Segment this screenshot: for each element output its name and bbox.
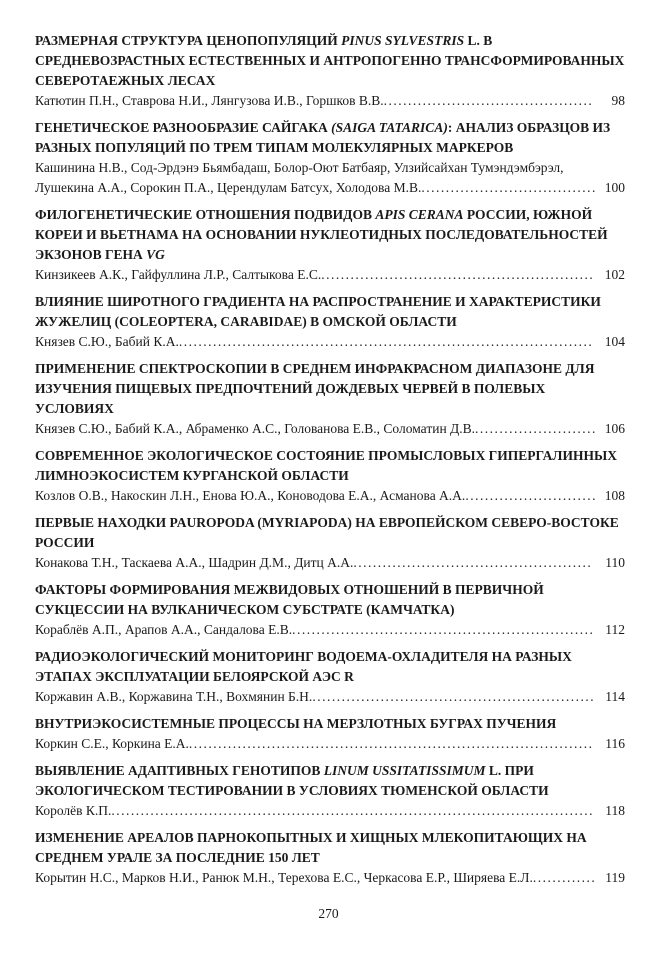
entry-authors-line	[35, 265, 625, 285]
title-latin-name: VG	[146, 247, 165, 262]
entry-authors: Катютин П.Н., Ставрова Н.И., Лянгузова И.В., Горшков В.В.	[35, 93, 384, 108]
entry-authors-line	[35, 553, 625, 573]
dot-leader: .....................................................................................	[178, 334, 594, 349]
toc-entry	[35, 446, 625, 506]
entry-title	[35, 205, 625, 265]
entry-authors: Кашинина Н.В., Сод-Эрдэнэ Бьямбадаш, Болор-Оют Батбаяр, Улзийсайхан Тумэндэмбэрэл, Лушекина А.А., Сорокин П.А., Церендулам Батсух, Холодова М.В.	[35, 160, 564, 195]
title-text-segment: ФАКТОРЫ ФОРМИРОВАНИЯ МЕЖВИДОВЫХ ОТНОШЕНИЙ В ПЕРВИЧНОЙ СУКЦЕССИИ НА ВУЛКАНИЧЕСКОМ СУБСТРАТЕ (КАМЧАТКА)	[35, 582, 544, 617]
dot-leader: .................................................	[353, 555, 593, 570]
entry-authors-line	[35, 419, 625, 439]
title-text-segment: ФИЛОГЕНЕТИЧЕСКИЕ ОТНОШЕНИЯ ПОДВИДОВ	[35, 207, 376, 222]
entry-authors: Конакова Т.Н., Таскаева А.А., Шадрин Д.М., Дитц А.А.	[35, 555, 354, 570]
entry-title	[35, 828, 625, 868]
entry-page-number: 119	[605, 870, 625, 885]
title-text-segment: ГЕНЕТИЧЕСКОЕ РАЗНООБРАЗИЕ САЙГАКА	[35, 120, 332, 135]
entry-authors-line	[35, 868, 625, 888]
entry-authors: Корытин Н.С., Марков Н.И., Ранюк М.Н., Терехова Е.С., Черкасова Е.Р., Ширяева Е.Л.	[35, 870, 533, 885]
toc-entry	[35, 513, 625, 573]
dot-leader: ...................................................................................................	[111, 803, 595, 818]
title-latin-name: LINUM USSITATISSIMUM	[323, 763, 486, 778]
toc-entry	[35, 647, 625, 707]
title-text-segment: ПРИМЕНЕНИЕ СПЕКТРОСКОПИИ В СРЕДНЕМ ИНФРАКРАСНОМ ДИАПАЗОНЕ ДЛЯ ИЗУЧЕНИЯ ПИЩЕВЫХ ПРЕДПОЧТЕНИЙ ДОЖДЕВЫХ ЧЕРВЕЙ В ПОЛЕВЫХ УСЛОВИЯХ	[35, 361, 595, 416]
entry-authors-line	[35, 332, 625, 352]
entry-page-number: 102	[604, 267, 625, 282]
dot-leader: ...........................................	[383, 93, 594, 108]
entry-authors: Кораблёв А.П., Арапов А.А., Сандалова Е.В.	[35, 622, 293, 637]
toc-entry	[35, 118, 625, 198]
entry-title	[35, 714, 625, 734]
entry-page-number: 114	[605, 689, 625, 704]
title-latin-name: (SAIGA TATARICA)	[331, 120, 448, 135]
title-latin-name: APIS CERANA	[375, 207, 464, 222]
entry-page-number: 110	[605, 555, 625, 570]
entry-authors-line	[35, 801, 625, 821]
toc-entry	[35, 761, 625, 821]
entry-page-number: 100	[604, 180, 625, 195]
entry-title	[35, 118, 625, 158]
entry-authors: Козлов О.В., Накоскин Л.Н., Енова Ю.А., Коноводова Е.А., Асманова А.А.	[35, 488, 466, 503]
entry-page-number: 108	[604, 488, 625, 503]
dot-leader: ..............................................................	[292, 622, 595, 637]
entry-title	[35, 446, 625, 486]
dot-leader: ..........................................................	[312, 689, 596, 704]
entry-page-number: 118	[605, 803, 625, 818]
entry-authors: Коркин С.Е., Коркина Е.А.	[35, 736, 189, 751]
entry-authors-line	[35, 91, 625, 111]
entry-authors: Королёв К.П.	[35, 803, 112, 818]
toc-entry	[35, 359, 625, 439]
title-text-segment: ВЫЯВЛЕНИЕ АДАПТИВНЫХ ГЕНОТИПОВ	[35, 763, 324, 778]
entry-title	[35, 359, 625, 419]
title-text-segment: ВНУТРИЭКОСИСТЕМНЫЕ ПРОЦЕССЫ НА МЕРЗЛОТНЫХ БУГРАХ ПУЧЕНИЯ	[35, 716, 557, 731]
title-text-segment: РОССИИ, ЮЖНОЙ КОРЕИ И ВЬЕТНАМА НА ОСНОВАНИИ НУКЛЕОТИДНЫХ ПОСЛЕДОВАТЕЛЬНОСТЕЙ ЭКЗОНОВ ГЕНА	[35, 207, 608, 262]
entry-page-number: 104	[604, 334, 625, 349]
dot-leader: ........................................................	[321, 267, 595, 282]
toc-entry	[35, 31, 625, 111]
entry-title	[35, 292, 625, 332]
entry-authors: Князев С.Ю., Бабий К.А.	[35, 334, 179, 349]
entry-page-number: 106	[604, 421, 625, 436]
title-text-segment: ИЗМЕНЕНИЕ АРЕАЛОВ ПАРНОКОПЫТНЫХ И ХИЩНЫХ МЛЕКОПИТАЮЩИХ НА СРЕДНЕМ УРАЛЕ ЗА ПОСЛЕДНИЕ 150 ЛЕТ	[35, 830, 587, 865]
footer-page-number: 270	[318, 906, 339, 921]
entry-title	[35, 580, 625, 620]
title-latin-name: PINUS SYLVESTRIS	[341, 33, 465, 48]
title-text-segment: ПЕРВЫЕ НАХОДКИ PAUROPODA (MYRIAPODA) НА ЕВРОПЕЙСКОМ СЕВЕРО-ВОСТОКЕ РОССИИ	[35, 515, 619, 550]
toc-list	[35, 31, 625, 888]
dot-leader: ...........................	[465, 488, 597, 503]
title-text-segment: L. ПРИ ЭКОЛОГИЧЕСКОМ ТЕСТИРОВАНИИ В УСЛОВИЯХ ТЮМЕНСКОЙ ОБЛАСТИ	[35, 763, 549, 798]
entry-authors-line	[35, 620, 625, 640]
toc-entry	[35, 292, 625, 352]
title-text-segment: ВЛИЯНИЕ ШИРОТНОГО ГРАДИЕНТА НА РАСПРОСТРАНЕНИЕ И ХАРАКТЕРИСТИКИ ЖУЖЕЛИЦ (COLEOPTERA, CARABIDAE) В ОМСКОЙ ОБЛАСТИ	[35, 294, 601, 329]
toc-entry	[35, 205, 625, 285]
entry-authors: Князев С.Ю., Бабий К.А., Абраменко А.С., Голованова Е.В., Соломатин Д.В.	[35, 421, 476, 436]
title-text-segment: L. В СРЕДНЕВОЗРАСТНЫХ ЕСТЕСТВЕННЫХ И АНТРОПОГЕННО ТРАНСФОРМИРОВАННЫХ СЕВЕРОТАЕЖНЫХ ЛЕСАХ	[35, 33, 625, 88]
page-footer	[0, 904, 657, 924]
entry-authors: Коржавин А.В., Коржавина Т.Н., Вохмянин Б.Н.	[35, 689, 313, 704]
dot-leader: ...................................................................................	[188, 736, 594, 751]
entry-title	[35, 31, 625, 91]
dot-leader: .........................	[475, 421, 597, 436]
entry-page-number: 112	[605, 622, 625, 637]
entry-authors-line	[35, 734, 625, 754]
title-text-segment: : АНАЛИЗ ОБРАЗЦОВ ИЗ РАЗНЫХ ПОПУЛЯЦИЙ ПО ТРЕМ ТИПАМ МОЛЕКУЛЯРНЫХ МАРКЕРОВ	[35, 120, 611, 155]
entry-authors: Кинзикеев А.К., Гайфуллина Л.Р., Салтыкова Е.С.	[35, 267, 322, 282]
entry-title	[35, 647, 625, 687]
entry-authors-line	[35, 158, 625, 198]
toc-entry	[35, 580, 625, 640]
dot-leader: .............	[532, 870, 597, 885]
entry-page-number: 98	[611, 93, 625, 108]
dot-leader: ....................................	[421, 180, 597, 195]
entry-page-number: 116	[605, 736, 625, 751]
entry-title	[35, 513, 625, 553]
toc-entry	[35, 828, 625, 888]
entry-title	[35, 761, 625, 801]
entry-authors-line	[35, 486, 625, 506]
title-text-segment: РАЗМЕРНАЯ СТРУКТУРА ЦЕНОПОПУЛЯЦИЙ	[35, 33, 342, 48]
title-text-segment: РАДИОЭКОЛОГИЧЕСКИЙ МОНИТОРИНГ ВОДОЕМА-ОХЛАДИТЕЛЯ НА РАЗНЫХ ЭТАПАХ ЭКСПЛУАТАЦИИ БЕЛОЯРСКОЙ АЭС R	[35, 649, 572, 684]
toc-entry	[35, 714, 625, 754]
entry-authors-line	[35, 687, 625, 707]
title-text-segment: СОВРЕМЕННОЕ ЭКОЛОГИЧЕСКОЕ СОСТОЯНИЕ ПРОМЫСЛОВЫХ ГИПЕРГАЛИННЫХ ЛИМНОЭКОСИСТЕМ КУРГАНСКОЙ ОБЛАСТИ	[35, 448, 617, 483]
